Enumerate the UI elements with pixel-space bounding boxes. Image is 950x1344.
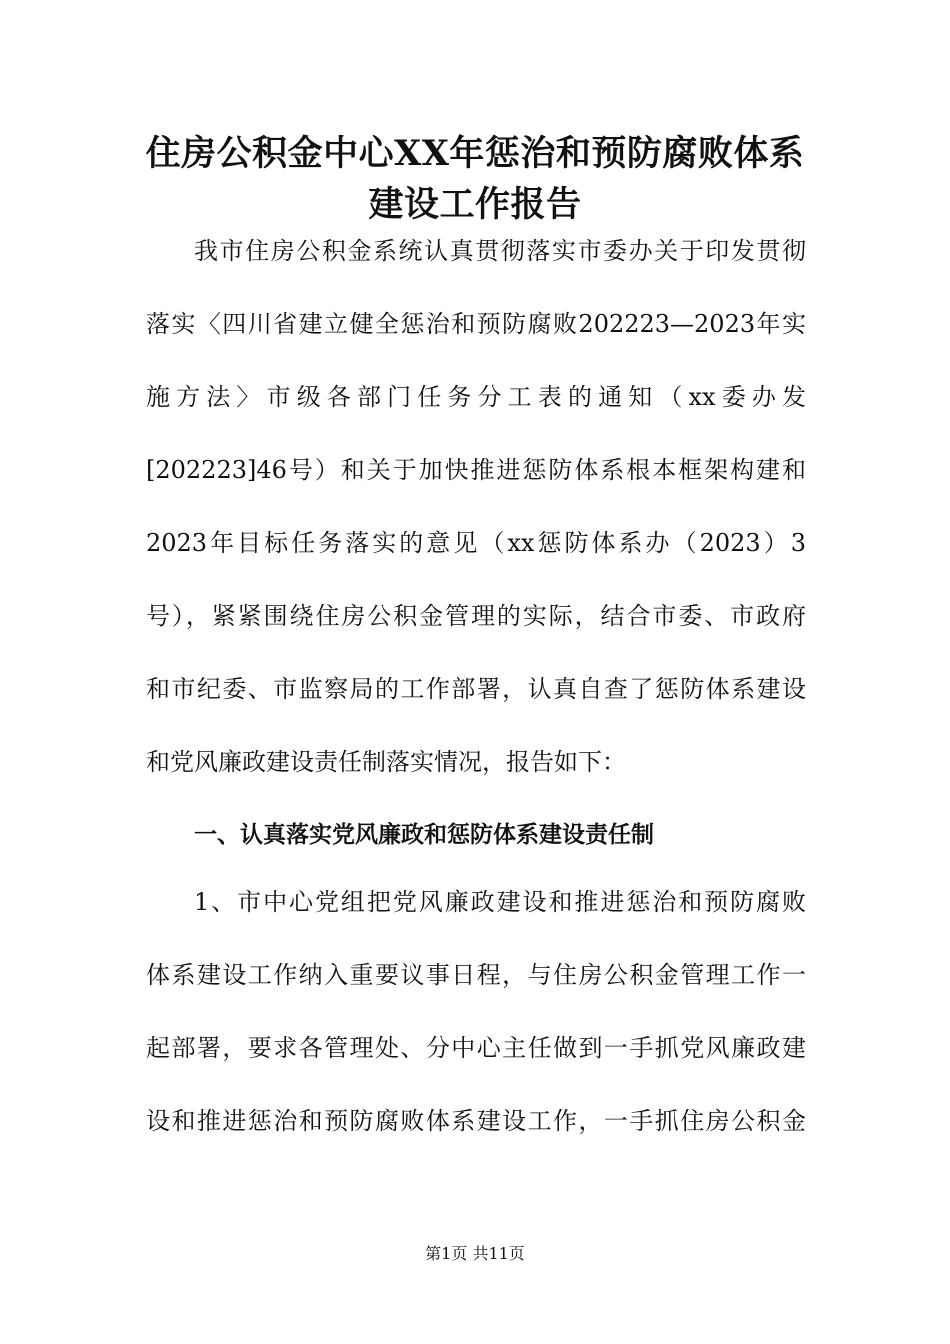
page-footer: 第1页 共11页 <box>425 1244 525 1263</box>
paragraph-2-line-2: 体系建设工作纳入重要议事日程，与住房公积金管理工作一 <box>146 961 806 989</box>
paragraph-1-line-1: 我市住房公积金系统认真贯彻落实市委办关于印发贯彻 <box>194 237 806 265</box>
paragraph-1-line-7: 和市纪委、市监察局的工作部署，认真自查了惩防体系建设 <box>146 675 806 703</box>
paragraph-2-line-4: 设和推进惩治和预防腐败体系建设工作，一手抓住房公积金 <box>146 1107 806 1135</box>
paragraph-1-line-5: 2023年目标任务落实的意见（xx惩防体系办（2023）3 <box>146 529 806 557</box>
paragraph-1-line-6: 号），紧紧围绕住房公积金管理的实际，结合市委、市政府 <box>146 602 806 630</box>
paragraph-1-line-3: 施方法〉市级各部门任务分工表的通知（xx委办发 <box>146 383 806 411</box>
paragraph-1-line-4: [202223]46号）和关于加快推进惩防体系根本框架构建和 <box>146 456 806 484</box>
paragraph-2-line-3: 起部署，要求各管理处、分中心主任做到一手抓党风廉政建 <box>146 1034 806 1062</box>
paragraph-1-line-2: 落实〈四川省建立健全惩治和预防腐败202223—2023年实 <box>146 310 806 338</box>
paragraph-2-line-1: 1、市中心党组把党风廉政建设和推进惩治和预防腐败 <box>194 888 806 916</box>
document-title-line-1: 住房公积金中心XX年惩治和预防腐败体系 <box>145 133 805 174</box>
paragraph-1-line-8: 和党风廉政建设责任制落实情况，报告如下： <box>146 748 626 776</box>
document-title-line-2: 建设工作报告 <box>368 184 582 225</box>
section-1-heading: 一、认真落实党风廉政和惩防体系建设责任制 <box>194 822 654 848</box>
